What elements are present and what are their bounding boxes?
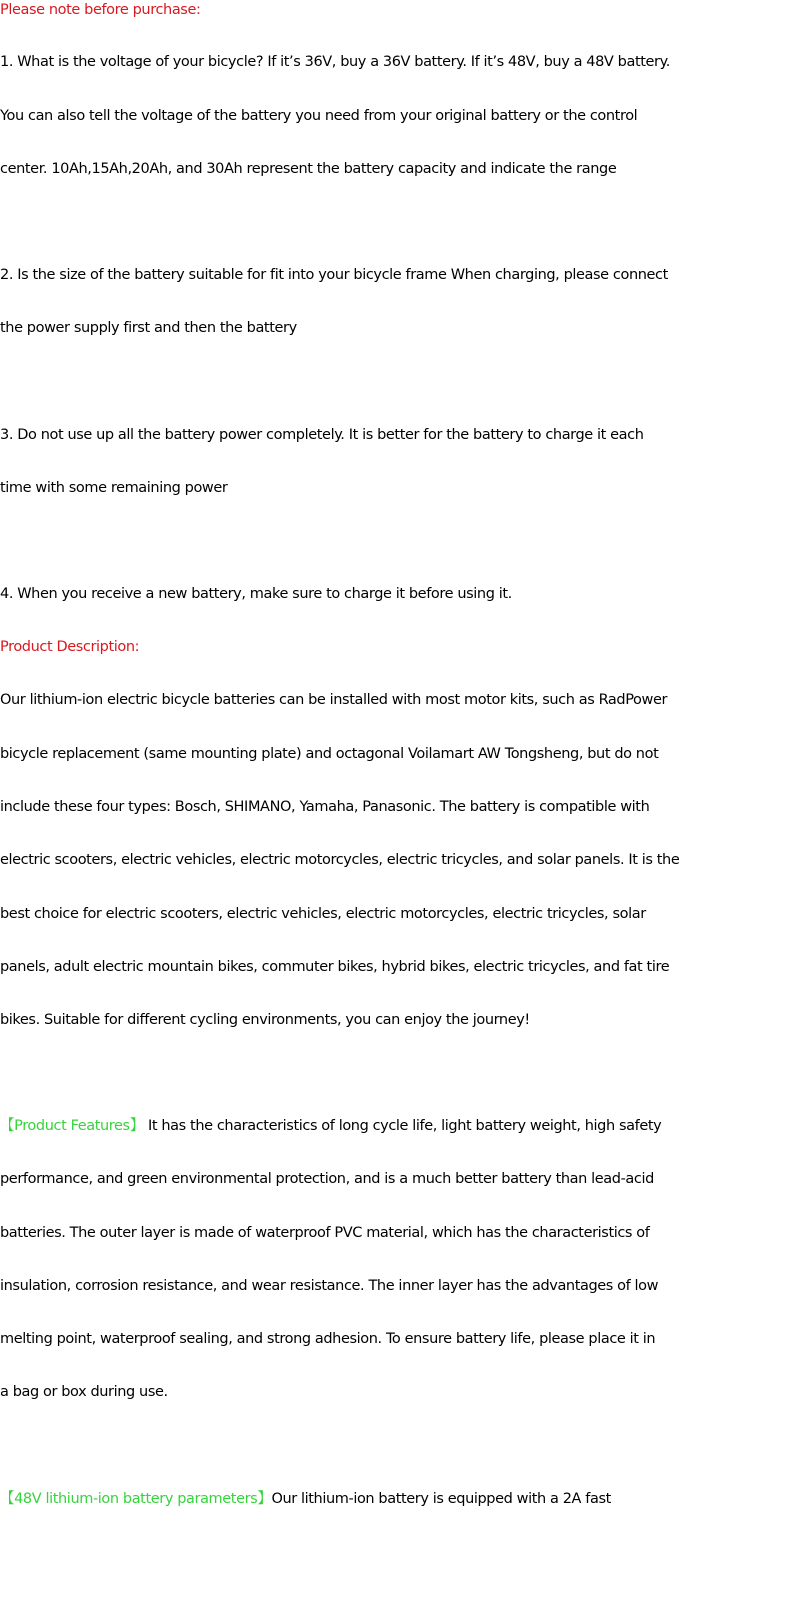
features-line-5: melting point, waterproof sealing, and strong adhesion. To ensure battery life, please place it in bbox=[0, 1331, 656, 1347]
note-2-line-2: the power supply first and then the battery bbox=[0, 320, 297, 336]
features-label: 【Product Features】 bbox=[0, 1118, 144, 1134]
features-line-6: a bag or box during use. bbox=[0, 1384, 168, 1400]
params-line-1 bbox=[0, 1489, 611, 1509]
description-line-3: include these four types: Bosch, SHIMANO, Yamaha, Panasonic. The battery is compatible with bbox=[0, 799, 650, 815]
description-heading: Product Description: bbox=[0, 639, 140, 655]
description-line-4: electric scooters, electric vehicles, electric motorcycles, electric tricycles, and solar panels. It is the bbox=[0, 852, 680, 868]
description-line-5: best choice for electric scooters, electric vehicles, electric motorcycles, electric tricycles, solar bbox=[0, 906, 646, 922]
note-2-line-1: 2. Is the size of the battery suitable for fit into your bicycle frame When charging, please connect bbox=[0, 267, 668, 283]
note-3-line-2: time with some remaining power bbox=[0, 480, 228, 496]
note-4-line-1: 4. When you receive a new battery, make sure to charge it before using it. bbox=[0, 586, 512, 602]
description-line-2: bicycle replacement (same mounting plate) and octagonal Voilamart AW Tongsheng, but do not bbox=[0, 746, 659, 762]
features-line-1 bbox=[0, 1116, 661, 1136]
features-first-line-text: It has the characteristics of long cycle life, light battery weight, high safety bbox=[143, 1118, 662, 1134]
note-1-line-2: You can also tell the voltage of the battery you need from your original battery or the control bbox=[0, 108, 638, 124]
features-line-3: batteries. The outer layer is made of waterproof PVC material, which has the characteristics of bbox=[0, 1225, 650, 1241]
features-line-4: insulation, corrosion resistance, and wear resistance. The inner layer has the advantages of low bbox=[0, 1278, 659, 1294]
note-3-line-1: 3. Do not use up all the battery power completely. It is better for the battery to charge it each bbox=[0, 427, 644, 443]
features-line-2: performance, and green environmental protection, and is a much better battery than lead-acid bbox=[0, 1171, 654, 1187]
description-line-1: Our lithium-ion electric bicycle batteries can be installed with most motor kits, such as RadPower bbox=[0, 692, 668, 708]
note-1-line-1: 1. What is the voltage of your bicycle? If it’s 36V, buy a 36V battery. If it’s 48V, buy a 48V battery. bbox=[0, 54, 670, 70]
params-label: 【48V lithium-ion battery parameters】 bbox=[0, 1491, 272, 1507]
notes-heading: Please note before purchase: bbox=[0, 2, 201, 18]
params-first-line-text: Our lithium-ion battery is equipped with a 2A fast bbox=[271, 1491, 611, 1507]
description-line-7: bikes. Suitable for different cycling environments, you can enjoy the journey! bbox=[0, 1012, 530, 1028]
description-line-6: panels, adult electric mountain bikes, commuter bikes, hybrid bikes, electric tricycles, and fat tire bbox=[0, 959, 670, 975]
note-1-line-3: center. 10Ah,15Ah,20Ah, and 30Ah represent the battery capacity and indicate the range bbox=[0, 161, 617, 177]
